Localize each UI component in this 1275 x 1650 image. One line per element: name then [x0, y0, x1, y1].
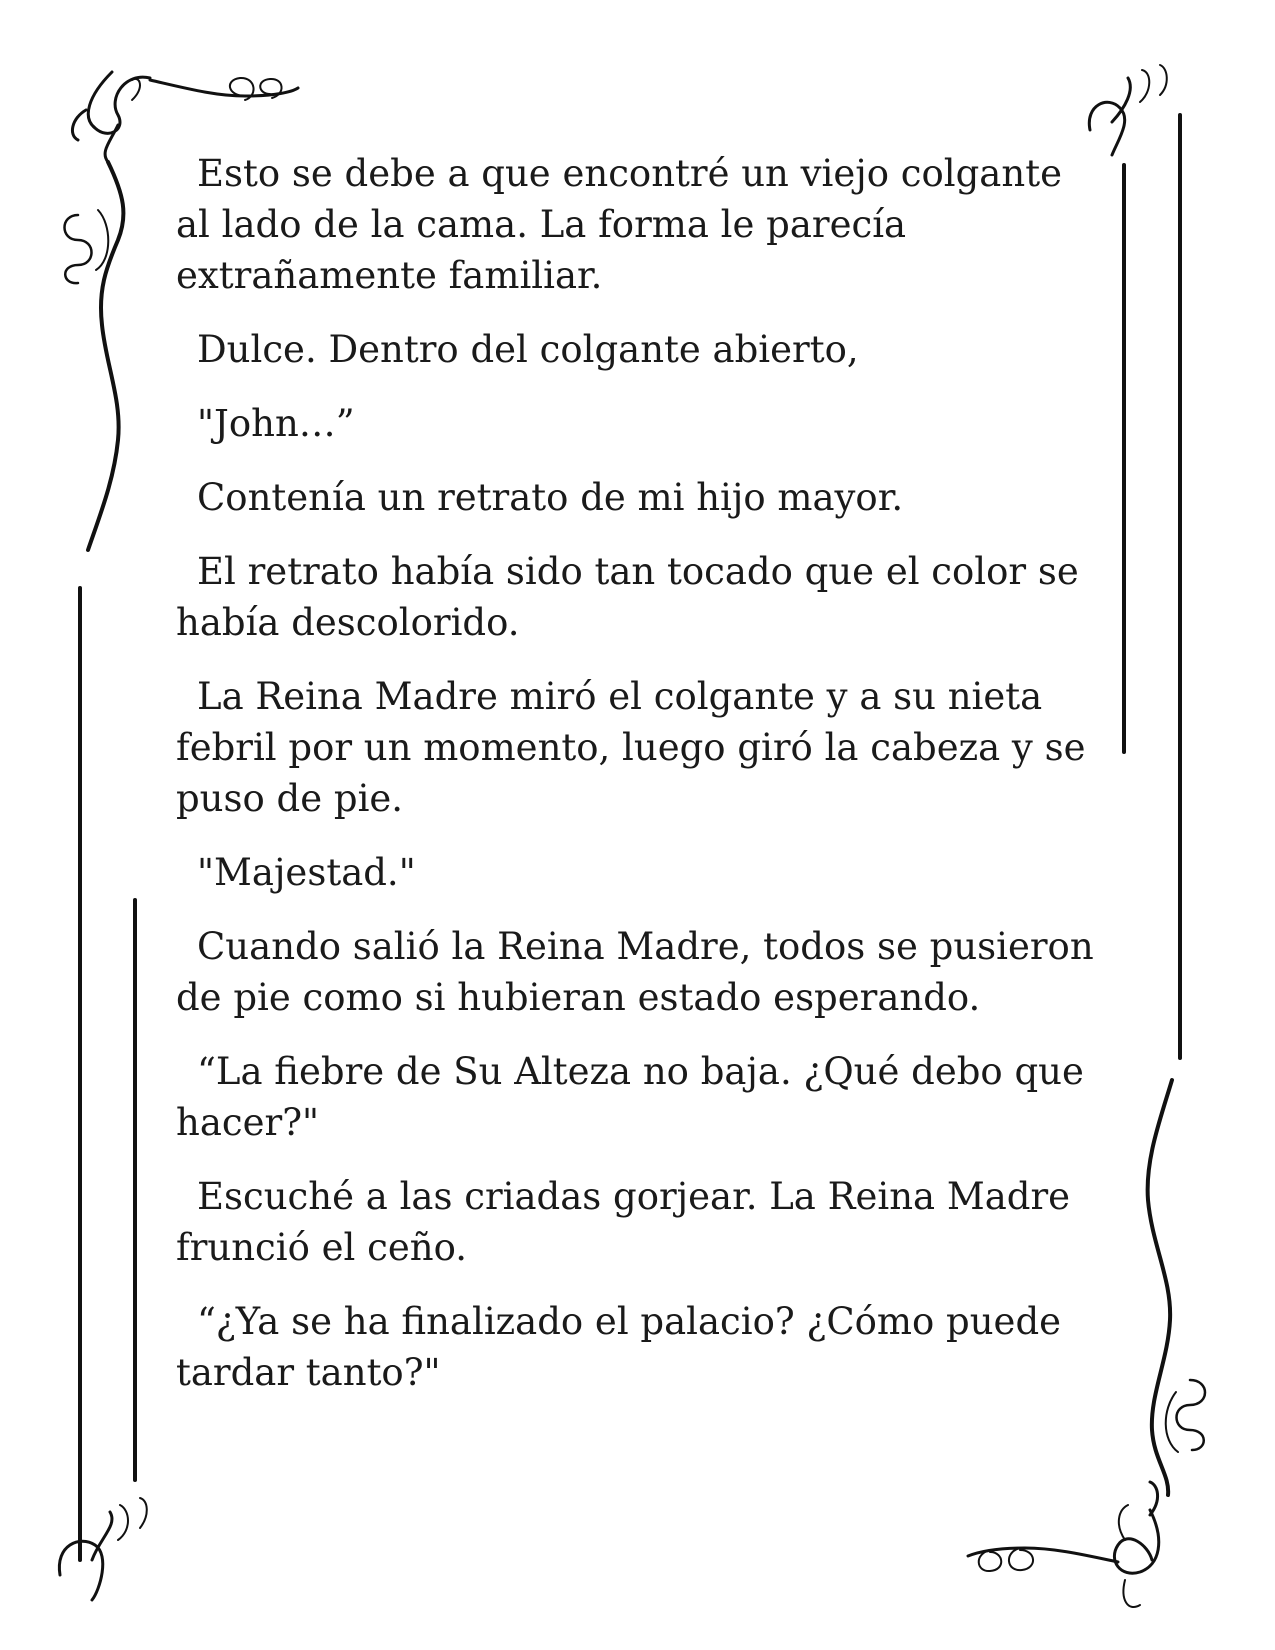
- bottom-left-flourish: [59, 1498, 146, 1600]
- paragraph: La Reina Madre miró el colgante y a su nieta febril por un momento, luego giró la cabeza y se puso de pie.: [176, 675, 1086, 820]
- bottom-right-flourish: [968, 1482, 1159, 1607]
- story-text: [176, 148, 1106, 1421]
- left-curve-flourish: [65, 162, 124, 550]
- top-right-flourish: [1089, 65, 1166, 155]
- paragraph: Dulce. Dentro del colgante abierto,: [197, 328, 859, 371]
- paragraph: Cuando salió la Reina Madre, todos se pusieron de pie como si hubieran estado esperando.: [176, 925, 1094, 1019]
- paragraph: Escuché a las criadas gorjear. La Reina Madre frunció el ceño.: [176, 1175, 1071, 1269]
- paragraph: Contenía un retrato de mi hijo mayor.: [197, 476, 904, 519]
- paragraph: “La fiebre de Su Alteza no baja. ¿Qué debo que hacer?": [176, 1050, 1084, 1144]
- paragraph: “¿Ya se ha finalizado el palacio? ¿Cómo puede tardar tanto?": [176, 1300, 1062, 1394]
- paragraph: "Majestad.": [197, 851, 416, 894]
- right-curve-flourish: [1148, 1080, 1205, 1495]
- paragraph: Esto se debe a que encontré un viejo colgante al lado de la cama. La forma le parecía extrañamente familiar.: [176, 152, 1062, 297]
- paragraph: El retrato había sido tan tocado que el color se había descolorido.: [176, 550, 1079, 644]
- paragraph: "John…”: [197, 402, 355, 445]
